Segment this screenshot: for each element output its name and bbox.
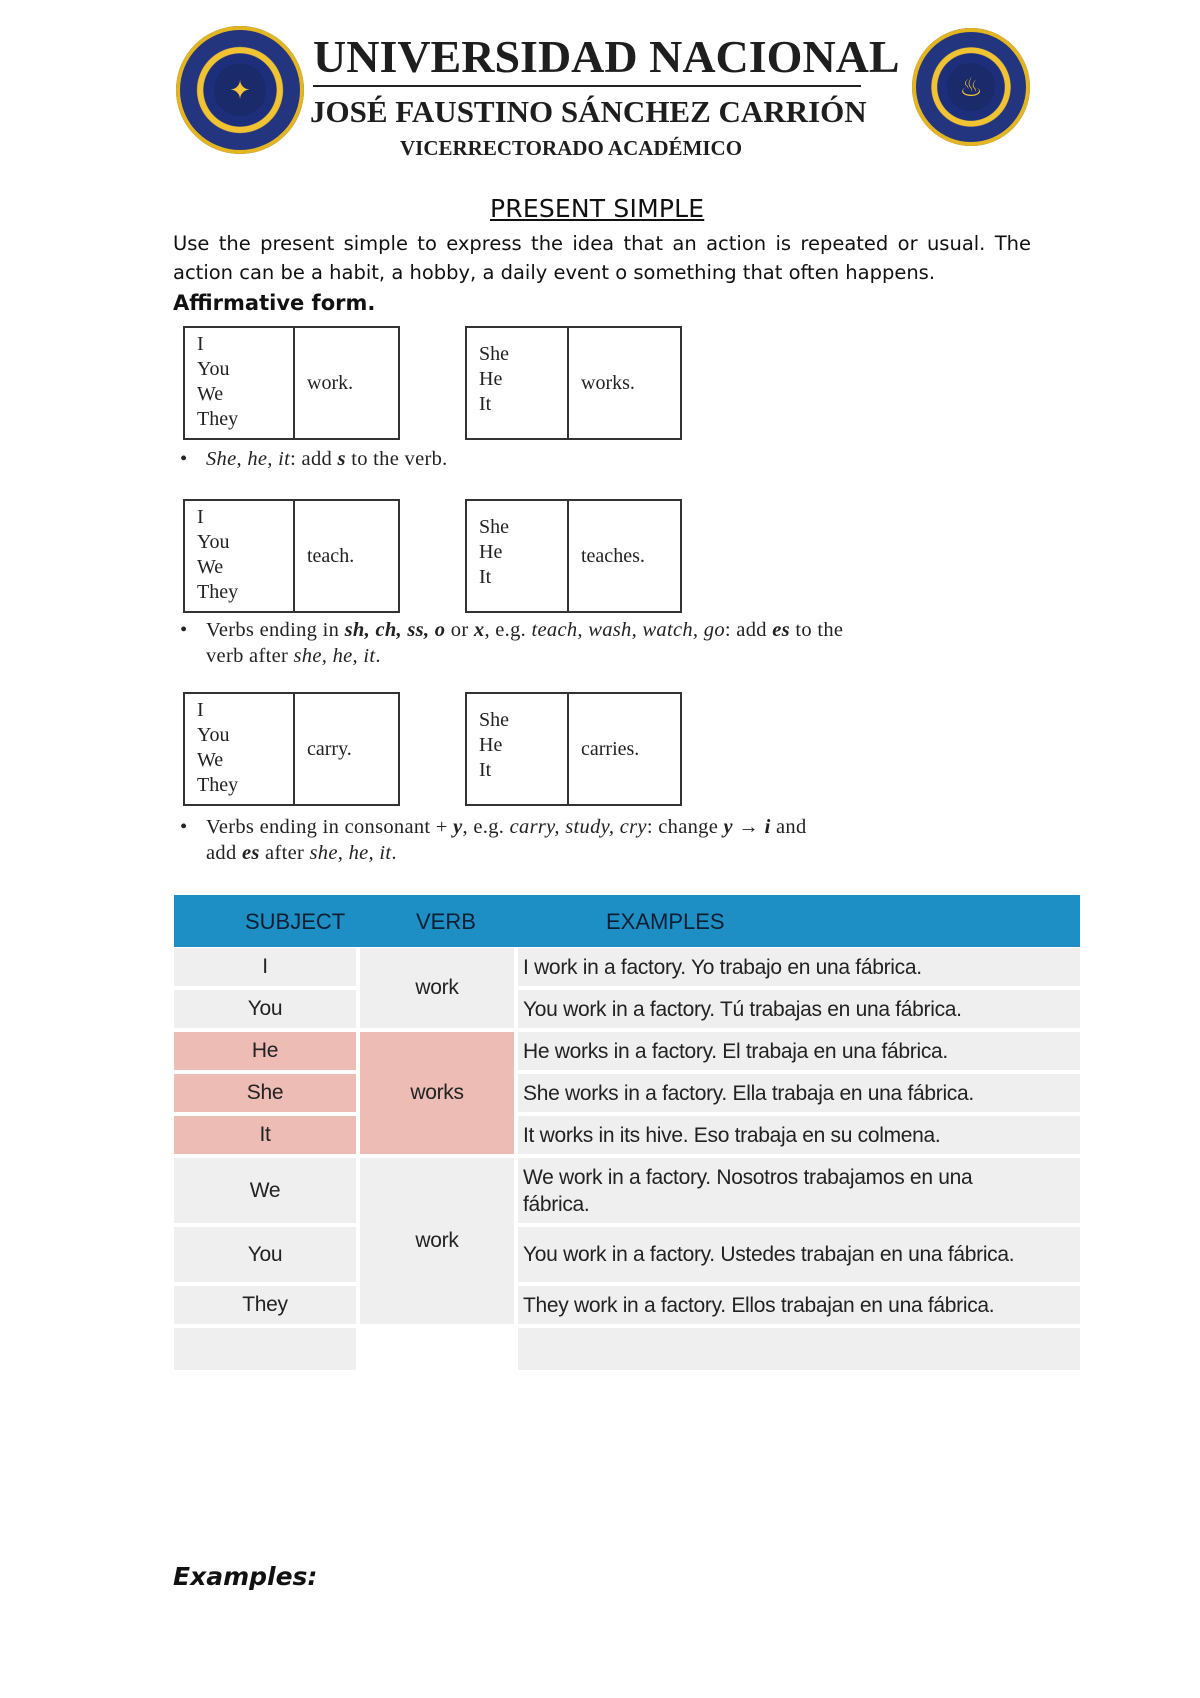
lamp-seal-icon: ♨ (912, 28, 1030, 146)
example-cell: She works in a factory. Ella trabaja en una fábrica. (518, 1074, 1080, 1112)
verb-form: carry. (307, 737, 352, 760)
subject-cell: They (174, 1286, 356, 1324)
verb-form: teach. (307, 544, 355, 567)
subject-cell: You (174, 1227, 356, 1282)
subject-cell: We (174, 1158, 356, 1223)
column-header-examples: EXAMPLES (606, 909, 725, 934)
verb-form: work. (307, 371, 354, 394)
verb-form: carries. (581, 737, 640, 760)
university-name-line1: UNIVERSIDAD NACIONAL (313, 31, 900, 82)
subject-cell (174, 1328, 356, 1370)
example-cell: We work in a factory. Nosotros trabajamos en una fábrica. (518, 1158, 1080, 1223)
page-title: PRESENT SIMPLE (490, 194, 705, 223)
intro-paragraph: Use the present simple to express the idea that an action is repeated or usual. The action can be a habit, a hobby, a daily event o something that often happens. (173, 232, 1031, 284)
conjugation-box-plain: I You We They work. (183, 326, 400, 440)
verb-form: works. (581, 371, 635, 394)
conjugation-box-plain: I You We They carry. (183, 692, 400, 806)
example-cell: He works in a factory. El trabaja en una fábrica. (518, 1032, 1080, 1070)
subject-cell: I (174, 948, 356, 986)
example-cell (518, 1328, 1080, 1370)
examples-heading: Examples: (173, 1562, 318, 1591)
subject-cell: He (174, 1032, 356, 1070)
subject-cell: She (174, 1074, 356, 1112)
vicerrectorado-label: VICERRECTORADO ACADÉMICO (400, 136, 743, 160)
conjugation-box-third-person: She He It works. (465, 326, 682, 440)
column-header-verb: VERB (416, 909, 476, 934)
affirmative-heading: Affirmative form. (173, 291, 376, 315)
verb-cell: works (360, 1032, 514, 1154)
example-cell: They work in a factory. Ellos trabajan en una fábrica. (518, 1286, 1080, 1324)
subject-cell: It (174, 1116, 356, 1154)
example-cell: You work in a factory. Tú trabajas en una fábrica. (518, 990, 1080, 1028)
university-name-line2: JOSÉ FAUSTINO SÁNCHEZ CARRIÓN (310, 94, 867, 129)
university-seal-icon: ✦ (176, 26, 304, 154)
column-header-subject: SUBJECT (245, 909, 346, 934)
verb-form: teaches. (581, 544, 645, 567)
verb-cell: work (360, 1158, 514, 1324)
subject-cell: You (174, 990, 356, 1028)
conjugation-box-third-person: She He It carries. (465, 692, 682, 806)
example-cell: It works in its hive. Eso trabaja en su colmena. (518, 1116, 1080, 1154)
example-cell: I work in a factory. Yo trabajo en una fábrica. (518, 948, 1080, 986)
conjugation-box-third-person: She He It teaches. (465, 499, 682, 613)
table-header (174, 895, 1080, 947)
example-cell: You work in a factory. Ustedes trabajan en una fábrica. (518, 1227, 1080, 1282)
header-rule (313, 85, 861, 87)
conjugation-box-plain: I You We They teach. (183, 499, 400, 613)
verb-cell: work (360, 948, 514, 1028)
